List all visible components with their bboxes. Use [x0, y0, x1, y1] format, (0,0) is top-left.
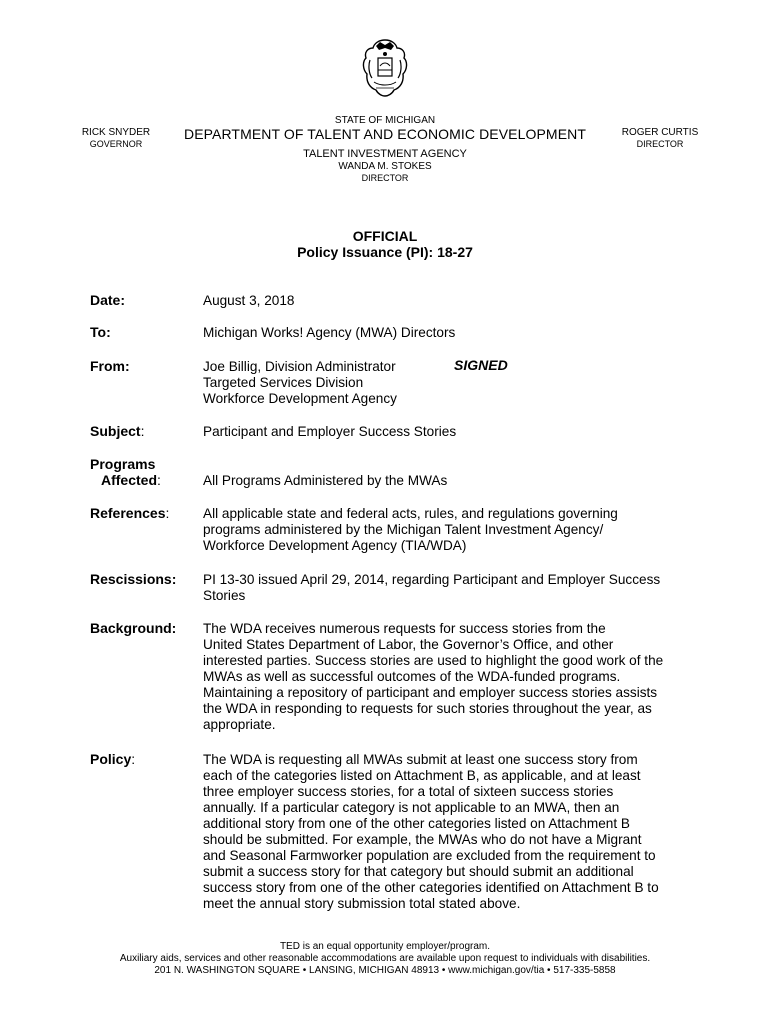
policy-line: should be submitted. For example, the MWAs who do not have a Migrant	[203, 832, 642, 847]
state-seal-icon	[358, 36, 412, 100]
background-line: The WDA receives numerous requests for success stories from the	[203, 621, 606, 636]
policy-line: The WDA is requesting all MWAs submit at least one success story from	[203, 752, 638, 767]
from-line-2: Targeted Services Division	[203, 375, 364, 390]
state-name: STATE OF MICHIGAN	[334, 115, 436, 126]
document-heading: OFFICIAL	[352, 228, 418, 244]
programs-label: Programs	[90, 456, 156, 472]
policy-issuance-number: Policy Issuance (PI): 18-27	[297, 244, 473, 260]
policy-line: success story from one of the other categories identified on Attachment B to	[203, 880, 659, 895]
background-line: MWAs as well as successful outcomes of the WDA-funded programs.	[203, 669, 621, 684]
background-line: the WDA in responding to requests for such stories throughout the year, as	[203, 701, 652, 716]
agency-head-title: DIRECTOR	[361, 173, 409, 183]
footer-address: 201 N. WASHINGTON SQUARE • LANSING, MICHIGAN 48913 • www.michigan.gov/tia • 517-335-5858	[154, 965, 616, 976]
director-name: ROGER CURTIS	[621, 127, 699, 138]
to-label: To:	[90, 324, 111, 340]
references-label: References:	[90, 505, 170, 521]
governor-name: RICK SNYDER	[81, 127, 151, 138]
policy-line: submit a success story for that category but should submit an additional	[203, 864, 634, 879]
references-line-3: Workforce Development Agency (TIA/WDA)	[203, 538, 467, 553]
signed-mark: SIGNED	[454, 357, 508, 373]
subject-label: Subject:	[90, 423, 145, 439]
from-label: From:	[90, 358, 130, 374]
footer-accommodations: Auxiliary aids, services and other reasonable accommodations are available upon request to individuals with disabilities.	[119, 953, 651, 964]
background-label: Background:	[90, 620, 177, 636]
governor-title: GOVERNOR	[89, 139, 143, 149]
background-line: interested parties. Success stories are used to highlight the good work of the	[203, 653, 664, 668]
rescissions-line-2: Stories	[203, 588, 246, 603]
policy-line: meet the annual story submission total stated above.	[203, 896, 521, 911]
policy-line: each of the categories listed on Attachment B, as applicable, and at least	[203, 768, 641, 783]
affected-label: Affected:	[101, 472, 161, 488]
from-line-3: Workforce Development Agency	[203, 391, 397, 406]
programs-value: All Programs Administered by the MWAs	[203, 473, 448, 488]
policy-line: annually. If a particular category is not applicable to an MWA, then an	[203, 800, 620, 815]
references-line-2: programs administered by the Michigan Talent Investment Agency/	[203, 522, 604, 537]
agency-head-name: WANDA M. STOKES	[338, 161, 432, 172]
policy-line: additional story from one of the other categories listed on Attachment B	[203, 816, 630, 831]
from-line-1: Joe Billig, Division Administrator	[203, 359, 396, 374]
rescissions-line-1: PI 13-30 issued April 29, 2014, regarding Participant and Employer Success	[203, 572, 661, 587]
policy-label: Policy:	[90, 751, 136, 767]
date-label: Date:	[90, 292, 126, 308]
subject-value: Participant and Employer Success Stories	[203, 424, 457, 439]
date-value: August 3, 2018	[203, 293, 295, 308]
references-line-1: All applicable state and federal acts, rules, and regulations governing	[203, 506, 618, 521]
to-value: Michigan Works! Agency (MWA) Directors	[203, 325, 456, 340]
background-line: United States Department of Labor, the Governor’s Office, and other	[203, 637, 614, 652]
policy-line: and Seasonal Farmworker population are excluded from the requirement to	[203, 848, 656, 863]
footer-eeo-statement: TED is an equal opportunity employer/program.	[279, 941, 491, 952]
background-line: appropriate.	[203, 717, 276, 732]
policy-line: three employer success stories, for a total of sixteen success stories	[203, 784, 614, 799]
department-name: DEPARTMENT OF TALENT AND ECONOMIC DEVELOPMENT	[183, 126, 586, 142]
agency-name: TALENT INVESTMENT AGENCY	[303, 148, 467, 160]
director-title: DIRECTOR	[636, 139, 684, 149]
rescissions-label: Rescissions:	[90, 571, 177, 587]
background-line: Maintaining a repository of participant and employer success stories assists	[203, 685, 658, 700]
